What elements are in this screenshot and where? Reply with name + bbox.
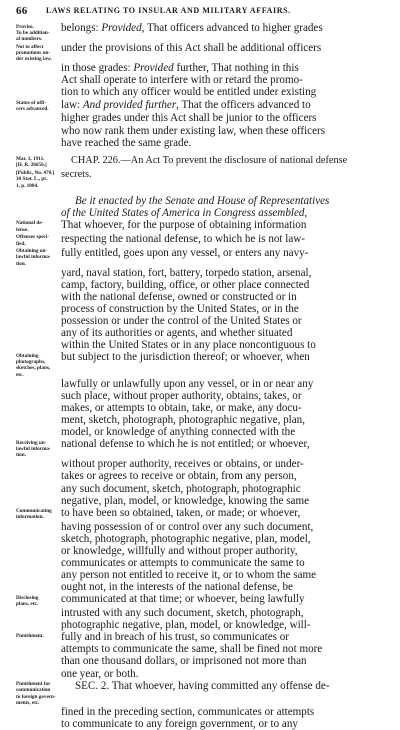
p2-row [16, 643, 384, 655]
margin-note-line: Not to affect [16, 43, 44, 50]
p2-row [16, 351, 384, 377]
p3-text-line: fined in the preceding section, communicates or attempts [61, 705, 315, 718]
p2-row [16, 569, 384, 581]
p2-row [16, 247, 384, 267]
p2-text-line: model, or knowledge of anything connected with the [61, 426, 296, 439]
margin-note-line: To be addition- [16, 29, 50, 36]
p2-margin-note [16, 643, 61, 655]
p2-margin-note [16, 390, 61, 402]
p2-margin-note [16, 631, 61, 643]
p2-text-line: takes or agrees to receive or obtain, from any person, [61, 470, 297, 483]
p2-text-line: communicated at that time; or whoever, being lawfully [61, 593, 305, 606]
margin-note-line: photographs, [16, 359, 46, 366]
p1-row [16, 86, 384, 98]
p2-text-line: respecting the national defense, to which he is not law- [61, 232, 305, 245]
p2-margin-note [16, 339, 61, 351]
p2-margin-note [16, 351, 61, 377]
p2-margin-note [16, 315, 61, 327]
p1-row [16, 74, 384, 86]
p2-margin-note [16, 207, 61, 219]
p2-text-line: than one thousand dollars, or imprisoned not more than [61, 655, 307, 668]
p2-text-line: such place, without proper authority, obtains, takes, or [61, 389, 302, 402]
chapter-row [16, 169, 384, 189]
p2-row [16, 402, 384, 414]
p2-row [16, 607, 384, 619]
p3-margin-note [16, 680, 61, 706]
p3-margin-note [16, 718, 61, 730]
p2-row [16, 378, 384, 390]
p2-row [16, 593, 384, 607]
margin-note-line: information. [16, 514, 44, 521]
margin-note-line: promotions un- [16, 49, 51, 56]
p1-row [16, 99, 384, 113]
p2-text-line: having possession of or control over any such document, [61, 520, 314, 533]
p2-row [16, 655, 384, 667]
p1-margin-note [16, 22, 61, 42]
p2-text-line: attempts to communicate the same, shall be fined not more [61, 643, 323, 656]
p1-text-line: tion to which any officer would be entitled under existing [61, 86, 317, 99]
p2-margin-note [16, 495, 61, 507]
margin-note-line: Receiving un- [16, 439, 47, 446]
p2-row [16, 619, 384, 631]
p2-text-line: yard, naval station, fort, battery, torpedo station, arsenal, [61, 266, 312, 279]
p1-row [16, 125, 384, 137]
p2-row [16, 195, 384, 207]
p2-margin-note [16, 267, 61, 279]
margin-note-line: Obtaining [16, 352, 39, 359]
p2-row [16, 438, 384, 458]
p2-row [16, 521, 384, 533]
p2-row [16, 207, 384, 219]
p2-row [16, 414, 384, 426]
p2-margin-note [16, 470, 61, 482]
p2-margin-note [16, 195, 61, 207]
p1-row [16, 22, 384, 42]
p2-margin-note [16, 327, 61, 339]
p2-row [16, 557, 384, 569]
p3-row [16, 706, 384, 718]
margin-note-line: communication [16, 687, 51, 694]
p2-text-line: sketch, photograph, photographic negative, plan, model, [61, 532, 311, 545]
p1-margin-note [16, 99, 61, 113]
p2-text-line: any of its authorities or agents, and whether situated [61, 327, 293, 340]
p2-margin-note [16, 247, 61, 267]
p1-margin-note [16, 86, 61, 98]
p1-row [16, 112, 384, 124]
p1-text-line: law: And provided further, That the officers advanced to [61, 98, 311, 111]
p2-text-line: ment, sketch, photograph, photographic negative, plan, [61, 414, 305, 427]
p2-text-line: without proper authority, receives or obtains, or under- [61, 458, 304, 471]
p2-margin-note [16, 507, 61, 521]
p1-margin-note [16, 125, 61, 137]
p2-row [16, 495, 384, 507]
p1-text-line: in those grades: Provided further, That nothing in this [61, 62, 299, 75]
p2-row [16, 668, 384, 680]
margin-note-line: cers advanced. [16, 106, 49, 113]
p2-margin-note [16, 279, 61, 291]
p2-row [16, 267, 384, 279]
p2-margin-note [16, 521, 61, 533]
margin-note-line: tion. [16, 452, 26, 459]
p2-margin-note [16, 426, 61, 438]
p2-text-line: ought not, in the interests of the national defense, be [61, 581, 293, 594]
margin-note-line: al numbers. [16, 35, 43, 42]
p2-text-line: intrusted with any such document, sketch, photograph, [61, 607, 304, 620]
p2-row [16, 483, 384, 495]
p3-text-line: SEC. 2. That whoever, having committed any offense de- [75, 679, 330, 692]
p2-text-line: makes, or attempts to obtain, take, or make, any docu- [61, 401, 302, 414]
p2-margin-note [16, 593, 61, 607]
p2-row [16, 631, 384, 643]
p2-margin-note [16, 438, 61, 458]
margin-note-line: etc. [16, 371, 24, 378]
p1-text-line: under the provisions of this Act shall be additional officers [61, 42, 322, 55]
margin-note-line: lawful informa- [16, 254, 51, 261]
p2-margin-note [16, 233, 61, 247]
p2-text-line: process of construction by the United States, or in the [61, 303, 299, 316]
p2-margin-note [16, 303, 61, 315]
p1-margin-note [16, 112, 61, 124]
p2-margin-note [16, 219, 61, 233]
margin-note-line: sketches, plans, [16, 365, 51, 372]
p2-text-line: lawfully or unlawfully upon any vessel, or in or near any [61, 377, 314, 390]
p2-margin-note [16, 414, 61, 426]
margin-note-line: Punishment for [16, 681, 51, 688]
p2-text-line: within the United States or in any place noncontiguous to [61, 339, 316, 352]
p2-text-line: national defense to which he is not entitled; or whoever, [61, 438, 310, 451]
margin-note-line: National de- [16, 220, 44, 227]
p2-margin-note [16, 545, 61, 557]
chapter-heading-cont: secrets. [61, 168, 92, 180]
margin-note-line: Proviso. [16, 23, 34, 30]
p1-text-line: belongs: Provided, That officers advanced to higher grades [61, 22, 323, 34]
p2-row [16, 219, 384, 233]
p2-row [16, 233, 384, 247]
p2-margin-note [16, 458, 61, 470]
p2-row [16, 339, 384, 351]
margin-note-line: fied. [16, 240, 26, 247]
p1-row [16, 42, 384, 62]
chapter-margin-note [16, 169, 61, 189]
p2-row [16, 533, 384, 545]
p2-text-line: with the national defense, owned or constructed or in [61, 291, 297, 303]
chapter-heading: CHAP. 226.—An Act To prevent the disclosure of national defense [71, 154, 348, 166]
page-number: 66 [16, 5, 28, 17]
p2-text-line: but subject to the jurisdiction thereof; or whoever, when [61, 351, 310, 364]
margin-note-line: lawful informa- [16, 445, 51, 452]
margin-note-line: to foreign govern- [16, 693, 56, 700]
p1-margin-note [16, 62, 61, 74]
margin-note-line: [Public, No. 470.] [16, 170, 55, 177]
p2-row [16, 327, 384, 339]
p2-text-line: communicates or attempts to communicate the same to [61, 556, 305, 569]
p2-text-line: any such document, sketch, photograph, photographic [61, 482, 301, 495]
margin-note-line: Offenses speci- [16, 234, 49, 241]
margin-note-line: 36 Stat. L., pt. [16, 176, 48, 183]
p2-margin-note [16, 619, 61, 631]
p2-text-line: or knowledge, willfully and without proper authority, [61, 544, 298, 557]
p3-row [16, 680, 384, 706]
page-header [16, 5, 386, 19]
p2-row [16, 279, 384, 291]
p2-row [16, 303, 384, 315]
p2-text-line: fully entitled, goes upon any vessel, or enters any navy- [61, 246, 309, 259]
page-body [16, 22, 384, 730]
p2-row [16, 315, 384, 327]
p2-margin-note [16, 402, 61, 414]
p2-text-line: negative, plan, model, or knowledge, knowing the same [61, 494, 310, 507]
p2-margin-note [16, 655, 61, 667]
chapter-margin-note [16, 155, 61, 169]
p3-row [16, 718, 384, 730]
p2-margin-note [16, 581, 61, 593]
p3-text-line: to communicate to any foreign government, or to any [61, 718, 298, 730]
running-title: LAWS RELATING TO INSULAR AND MILITARY AFFAIRS. [46, 6, 291, 15]
p2-row [16, 426, 384, 438]
margin-note-line: [H. R. 26656.] [16, 162, 47, 169]
p2-row [16, 390, 384, 402]
margin-note-line: Punishment. [16, 632, 44, 639]
p2-margin-note [16, 668, 61, 680]
p2-row [16, 581, 384, 593]
p2-text-line: Be it enacted by the Senate and House of Representatives [75, 194, 330, 207]
p2-text-line: possession or under the control of the United States or [61, 315, 302, 328]
p1-text-line: have reached the same grade. [61, 136, 192, 149]
p2-margin-note [16, 569, 61, 581]
margin-note-line: fense. [16, 226, 29, 233]
p2-text-line: That whoever, for the purpose of obtaining information [61, 218, 307, 231]
margin-note-line: 1, p. 1084. [16, 182, 39, 189]
p1-text-line: higher grades under this Act shall be junior to the officers [61, 112, 317, 125]
p2-text-line: photographic negative, plan, model, or knowledge, will- [61, 619, 311, 632]
p2-text-line: one year, or both. [61, 667, 139, 680]
p2-row [16, 545, 384, 557]
margin-note-line: Communicating [16, 508, 52, 515]
p1-margin-note [16, 42, 61, 62]
p2-row [16, 291, 384, 303]
p2-margin-note [16, 607, 61, 619]
p2-text-line: to have been so obtained, taken, or made; or whoever, [61, 506, 301, 519]
margin-note-line: Status of offi- [16, 100, 46, 106]
p2-row [16, 507, 384, 521]
p2-margin-note [16, 291, 61, 303]
p2-margin-note [16, 483, 61, 495]
p2-text-line: any person not entitled to receive it, or to whom the same [61, 569, 317, 582]
margin-note-line: ments, etc. [16, 699, 40, 706]
p2-row [16, 458, 384, 470]
p1-row [16, 137, 384, 149]
p2-row [16, 470, 384, 482]
p2-text-line: camp, factory, building, office, or other place connected [61, 278, 310, 291]
margin-note-line: tion. [16, 260, 26, 267]
p1-margin-note [16, 74, 61, 86]
margin-note-line: Mar. 3, 1911. [16, 156, 45, 163]
p3-margin-note [16, 706, 61, 718]
p1-text-line: who now rank them under existing law, when these officers [61, 124, 326, 137]
p2-text-line: fully and in breach of his trust, so communicates or [61, 631, 289, 644]
margin-note-line: der existing law. [16, 56, 52, 63]
p2-text-line: of the United States of America in Congress assembled, [61, 206, 308, 219]
p2-margin-note [16, 533, 61, 545]
margin-note-line: Disclosing [16, 594, 39, 601]
p1-text-line: Act shall operate to interfere with or retard the promo- [61, 74, 303, 87]
p1-row [16, 62, 384, 74]
p1-margin-note [16, 137, 61, 149]
p2-margin-note [16, 378, 61, 390]
chapter-row [16, 155, 384, 169]
margin-note-line: Obtaining un- [16, 248, 48, 255]
margin-note-line: plans, etc. [16, 600, 39, 607]
p2-margin-note [16, 557, 61, 569]
